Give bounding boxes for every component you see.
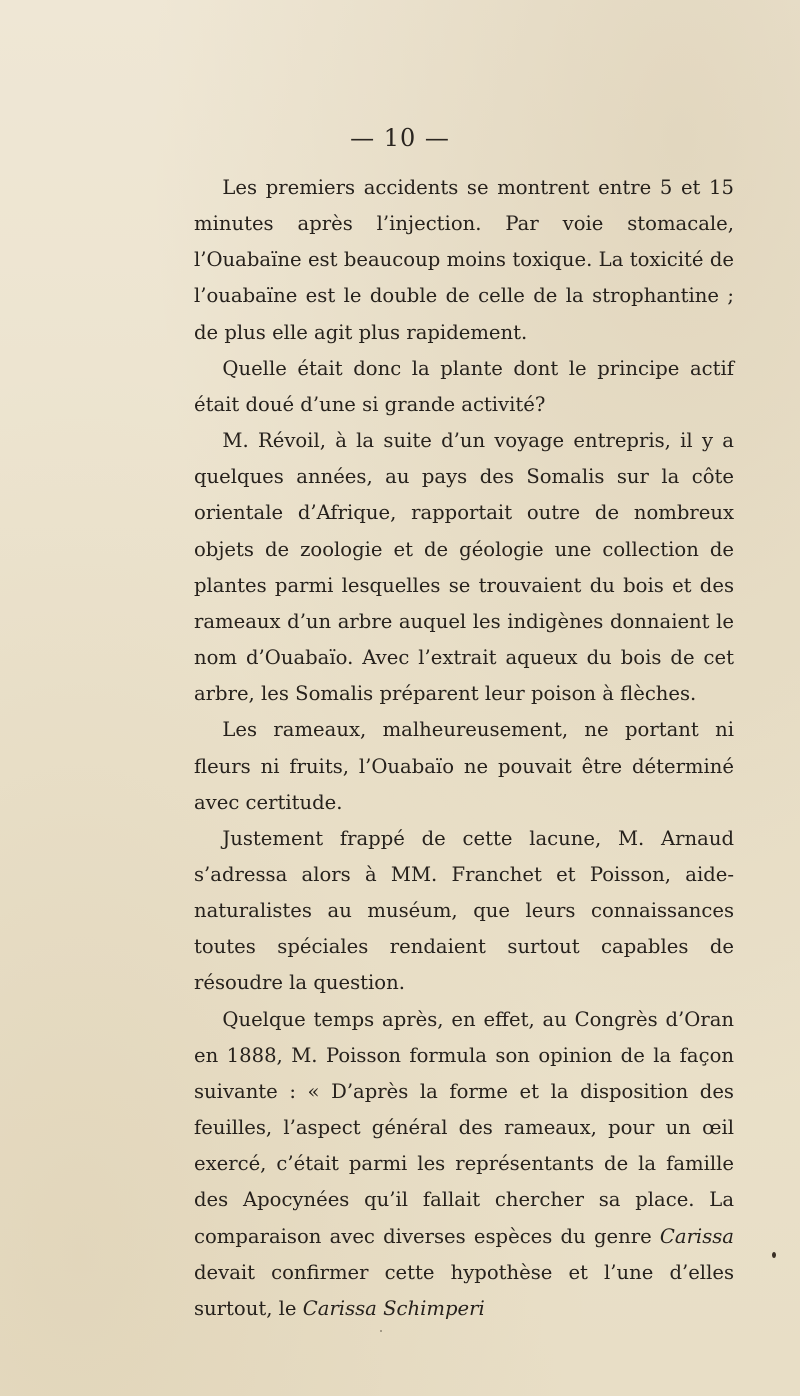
page-number: — 10 — <box>350 124 450 152</box>
paper-speck <box>772 1252 776 1258</box>
species-name-italic: Carissa Schimperi <box>302 1296 485 1320</box>
paragraph-2: Quelle était donc la plante dont le principe actif était doué d’une si grande activité? <box>194 356 734 416</box>
paper-speck <box>380 1330 382 1332</box>
paragraph-6 <box>194 1002 734 1327</box>
paragraph-4: Les rameaux, malheureusement, ne portant ni fleurs ni fruits, l’Ouabaïo ne pouvait être déterminé avec certitude. <box>194 718 734 814</box>
paragraph-1: Les premiers accidents se montrent entre 5 et 15 minutes après l’injection. Par voie stomacale, l’Ouabaïne est beaucoup moins toxique. La toxicité de l’ouabaïne est le double de celle de la strophantine ; de plus elle agit plus rapidement. <box>194 176 734 344</box>
paragraph-6-text-before: Quelque temps après, en effet, au Congrès d’Oran en 1888, M. Poisson formula son opinion de la façon suivante : « D’après la forme et la disposition des feuilles, l’aspect général des rameaux, pour un œil exercé, c’était parmi les représentants de la famille des Apocynées qu’il fallait chercher sa place. La comparaison avec diverses espèces du genre <box>194 1007 734 1248</box>
genus-name-italic: Carissa <box>659 1224 734 1248</box>
paragraph-3: M. Révoil, à la suite d’un voyage entrepris, il y a quelques années, au pays des Somalis sur la côte orientale d’Afrique, rapportait outre de nombreux objets de zoologie et de géologie une collection de plantes parmi lesquelles se trouvaient du bois et des rameaux d’un arbre auquel les indigènes donnaient le nom d’Ouabaïo. Avec l’extrait aqueux du bois de cet arbre, les Somalis préparent leur poison à flèches. <box>194 429 734 706</box>
paragraph-6-text-middle: devait confirmer cette hypothèse et l’une d’elles surtout, le <box>194 1260 734 1320</box>
body-text <box>194 170 734 1327</box>
paragraph-5: Justement frappé de cette lacune, M. Arnaud s’adressa alors à MM. Franchet et Poisson, aide-naturalistes au muséum, que leurs connaissances toutes spéciales rendaient surtout capables de résoudre la question. <box>194 826 734 995</box>
